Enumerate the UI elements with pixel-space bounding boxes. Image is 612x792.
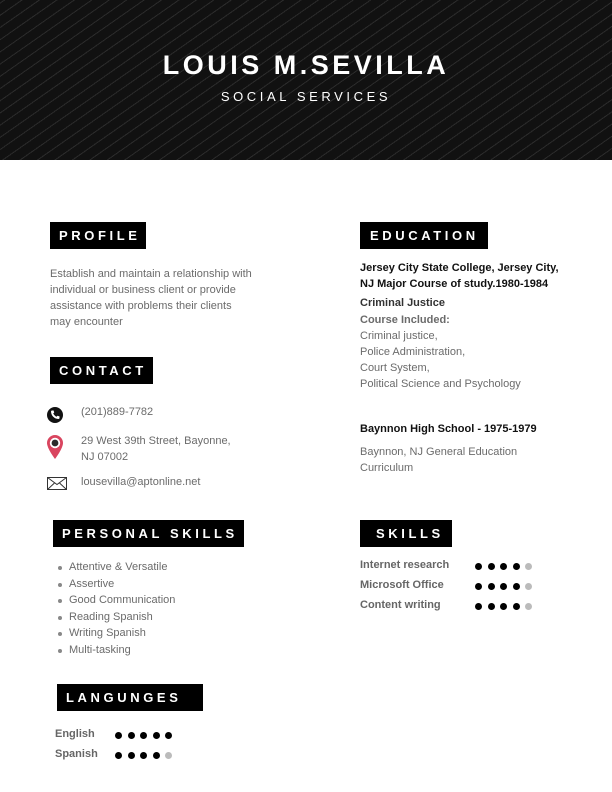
course-item: Police Administration, [360, 346, 466, 358]
list-item: Attentive & Versatile [55, 559, 275, 576]
list-item: Assertive [55, 576, 275, 593]
course-item: Political Science and Psychology [360, 378, 521, 390]
rating-dot-filled [115, 732, 122, 739]
skill-name: Content writing [360, 599, 441, 611]
rating-dot-filled [488, 563, 495, 570]
course-item: Criminal justice, [360, 330, 438, 342]
map-pin-icon [46, 434, 64, 460]
skills-heading: SKILLS [360, 520, 452, 547]
rating-dot-filled [128, 732, 135, 739]
contact-address [81, 433, 231, 465]
rating-dot-empty [165, 752, 172, 759]
rating-dot-filled [488, 603, 495, 610]
rating-dot-filled [153, 752, 160, 759]
language-row [55, 728, 185, 744]
course-list [360, 328, 600, 392]
high-school-line-1: Baynnon, NJ General Education [360, 446, 518, 458]
college-title [360, 260, 600, 292]
list-item: Multi-tasking [55, 642, 275, 659]
profile-line: may encounter [50, 316, 123, 328]
course-item: Court System, [360, 362, 430, 374]
language-name: Spanish [55, 748, 98, 760]
candidate-title: SOCIAL SERVICES [220, 89, 392, 104]
contact-heading: CONTACT [50, 357, 153, 384]
college-major: Criminal Justice [360, 297, 445, 309]
profile-text [50, 266, 310, 330]
education-heading: EDUCATION [360, 222, 488, 249]
envelope-icon [47, 477, 67, 490]
address-line-2: NJ 07002 [81, 451, 129, 463]
list-item: Good Communication [55, 592, 275, 609]
rating-dot-filled [513, 603, 520, 610]
contact-email[interactable]: lousevilla@aptonline.net [81, 476, 201, 488]
rating-dot-filled [128, 752, 135, 759]
language-name: English [55, 728, 95, 740]
rating-dot-filled [153, 732, 160, 739]
college-title-line-1: Jersey City State College, Jersey City, [360, 262, 559, 274]
rating-dot-filled [140, 732, 147, 739]
rating-dot-filled [475, 583, 482, 590]
rating-dot-filled [500, 563, 507, 570]
language-row [55, 748, 185, 764]
rating-dot-empty [525, 603, 532, 610]
profile-line: Establish and maintain a relationship with [50, 268, 252, 280]
rating-dot-filled [115, 752, 122, 759]
profile-line: individual or business client or provide [50, 284, 236, 296]
course-label: Course Included: [360, 314, 450, 326]
personal-skills-list [55, 559, 275, 658]
skill-row [360, 579, 540, 595]
high-school-title: Baynnon High School - 1975-1979 [360, 423, 537, 435]
phone-icon [46, 406, 64, 424]
personal-skills-heading: PERSONAL SKILLS [53, 520, 244, 547]
rating-dot-filled [475, 603, 482, 610]
rating-dot-filled [488, 583, 495, 590]
rating-dot-empty [525, 583, 532, 590]
contact-phone[interactable]: (201)889-7782 [81, 406, 154, 418]
skill-name: Internet research [360, 559, 450, 571]
rating-dot-filled [165, 732, 172, 739]
rating-dot-filled [513, 583, 520, 590]
rating-dot-filled [140, 752, 147, 759]
skill-row [360, 599, 540, 615]
candidate-name: LOUIS M.SEVILLA [162, 50, 450, 80]
languages-heading: LANGUNGES [57, 684, 203, 711]
rating-dot-empty [525, 563, 532, 570]
rating-dot-filled [500, 603, 507, 610]
high-school-details [360, 444, 600, 476]
header-banner [0, 0, 612, 160]
skill-row [360, 559, 540, 575]
profile-heading: PROFILE [50, 222, 146, 249]
skill-name: Microsoft Office [360, 579, 444, 591]
list-item: Reading Spanish [55, 609, 275, 626]
list-item: Writing Spanish [55, 625, 275, 642]
high-school-line-2: Curriculum [360, 462, 414, 474]
rating-dot-filled [475, 563, 482, 570]
rating-dot-filled [513, 563, 520, 570]
address-line-1: 29 West 39th Street, Bayonne, [81, 435, 231, 447]
rating-dot-filled [500, 583, 507, 590]
college-title-line-2: NJ Major Course of study.1980-1984 [360, 278, 549, 290]
profile-line: assistance with problems their clients [50, 300, 232, 312]
